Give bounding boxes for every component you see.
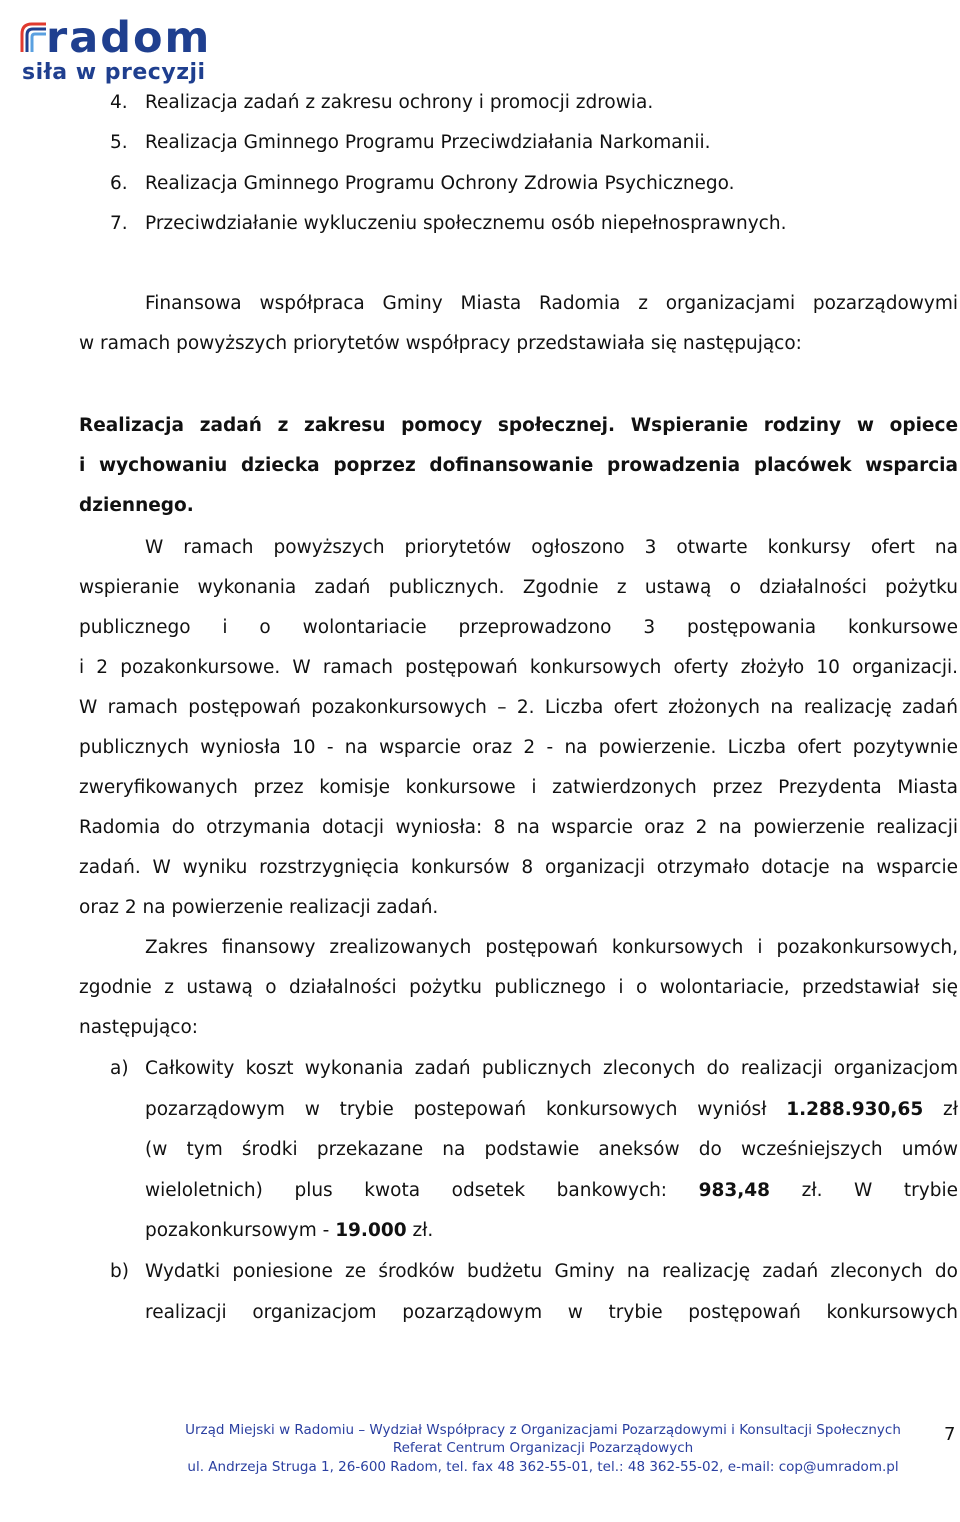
heading-line: dziennego. [79, 495, 194, 516]
text-line [145, 1090, 958, 1131]
text-line: W ramach postępowań pozakonkursowych – 2. Liczba ofert złożonych na realizację zadań [79, 697, 958, 718]
text-line [145, 1211, 958, 1252]
text-line: Wydatki poniesione ze środków budżetu Gminy na realizację zadań zleconych do [145, 1261, 958, 1282]
amount-value: 19.000 [335, 1220, 407, 1241]
list-text: Przeciwdziałanie wykluczeniu społecznemu osób niepełnosprawnych. [145, 213, 787, 234]
footer-department-line [0, 1440, 960, 1456]
heading-line [79, 406, 958, 446]
list-number: 4. [110, 92, 128, 113]
text-line: zweryfikowanych przez komisje konkursowe i zatwierdzonych przez Prezydenta Miasta [79, 777, 958, 798]
footer-contact-line [0, 1459, 960, 1475]
text-line: (w tym środki przekazane na podstawie aneksów do wcześniejszych umów [145, 1139, 958, 1160]
item-body [145, 1049, 958, 1252]
text-line: zadań. W wyniku rozstrzygnięcia konkursów 8 organizacji otrzymało dotacje na wsparcie [79, 857, 958, 878]
text-line: W ramach powyższych priorytetów ogłoszono 3 otwarte konkursy ofert na [145, 537, 958, 558]
text-line: Radomia do otrzymania dotacji wyniosła: 8 na wsparcie oraz 2 na powierzenie realizacji [79, 817, 958, 838]
text-line: Finansowa współpraca Gminy Miasta Radomia z organizacjami pozarządowymi [145, 293, 958, 314]
amount-value: 1.288.930,65 [786, 1098, 924, 1120]
item-label: b) [110, 1261, 129, 1282]
heading-part: Realizacja zadań z zakresu pomocy społecznej. [79, 415, 616, 436]
text-line: publicznego i o wolontariacie przeprowadzono 3 postępowania konkursowe [79, 617, 958, 638]
text-line: publicznych wyniosła 10 - na wsparcie oraz 2 - na powierzenie. Liczba ofert pozytywnie [79, 737, 958, 758]
text-line: Całkowity koszt wykonania zadań publicznych zleconych do realizacji organizacjom [145, 1058, 958, 1079]
text-line: oraz 2 na powierzenie realizacji zadań. [79, 897, 439, 918]
list-number: 6. [110, 173, 128, 194]
logo-stripes-icon [18, 20, 48, 54]
list-text: Realizacja Gminnego Programu Przeciwdziałania Narkomanii. [145, 132, 711, 153]
text-line: i 2 pozakonkursowe. W ramach postępowań konkursowych oferty złożyło 10 organizacji. [79, 657, 958, 678]
heading-part: Wspieranie rodziny w opiece [615, 415, 958, 436]
text-line: następująco: [79, 1017, 199, 1038]
text-part: wieloletnich) plus kwota odsetek bankowych: [145, 1179, 699, 1201]
text-part: pozakonkursowym - [145, 1220, 336, 1241]
text-part: zł [923, 1098, 958, 1120]
radom-logo [18, 14, 218, 84]
text-part: pozarządowym w trybie postepowań konkursowych wyniósł [145, 1098, 787, 1120]
item-label: a) [110, 1058, 129, 1079]
intro-paragraph [79, 284, 958, 364]
item-body [145, 1252, 958, 1333]
text-line: realizacji organizacjom pozarządowym w trybie postępowań konkursowych [145, 1301, 958, 1323]
footer-text: ul. Andrzeja Struga 1, 26-600 Radom, tel. fax 48 362-55-01, tel.: 48 362-55-02, e-mail: cop@umradom.pl [187, 1459, 899, 1475]
list-number: 5. [110, 132, 128, 153]
paragraph-contests [79, 528, 958, 928]
footer-office-line [0, 1422, 960, 1438]
heading-line: i wychowaniu dziecka poprzez dofinansowanie prowadzenia placówek wsparcia [79, 455, 958, 476]
list-number: 7. [110, 213, 128, 234]
section-heading [79, 406, 958, 526]
list-text: Realizacja zadań z zakresu ochrony i promocji zdrowia. [145, 92, 654, 113]
paragraph-financial-scope [79, 928, 958, 1048]
page-number: 7 [944, 1424, 956, 1445]
logo-wordmark: radom [46, 13, 212, 63]
text-part: zł. W trybie [770, 1179, 958, 1201]
footer-text: Urząd Miejski w Radomiu – Wydział Współpracy z Organizacjami Pozarządowymi i Konsultacji Społecznych [185, 1422, 901, 1438]
list-text: Realizacja Gminnego Programu Ochrony Zdrowia Psychicznego. [145, 173, 735, 194]
text-line: Zakres finansowy zrealizowanych postępowań konkursowych i pozakonkursowych, [145, 937, 958, 958]
text-line [145, 1171, 958, 1212]
text-line: wspieranie wykonania zadań publicznych. Zgodnie z ustawą o działalności pożytku [79, 577, 958, 598]
text-part: zł. [406, 1220, 434, 1241]
text-line: w ramach powyższych priorytetów współpracy przedstawiała się następująco: [79, 333, 802, 354]
footer-text: Referat Centrum Organizacji Pozarządowych [392, 1440, 694, 1456]
logo-tagline: siła w precyzji [22, 60, 206, 85]
amount-value: 983,48 [698, 1179, 771, 1201]
text-line: zgodnie z ustawą o działalności pożytku publicznego i o wolontariacie, przedstawiał się [79, 977, 958, 998]
